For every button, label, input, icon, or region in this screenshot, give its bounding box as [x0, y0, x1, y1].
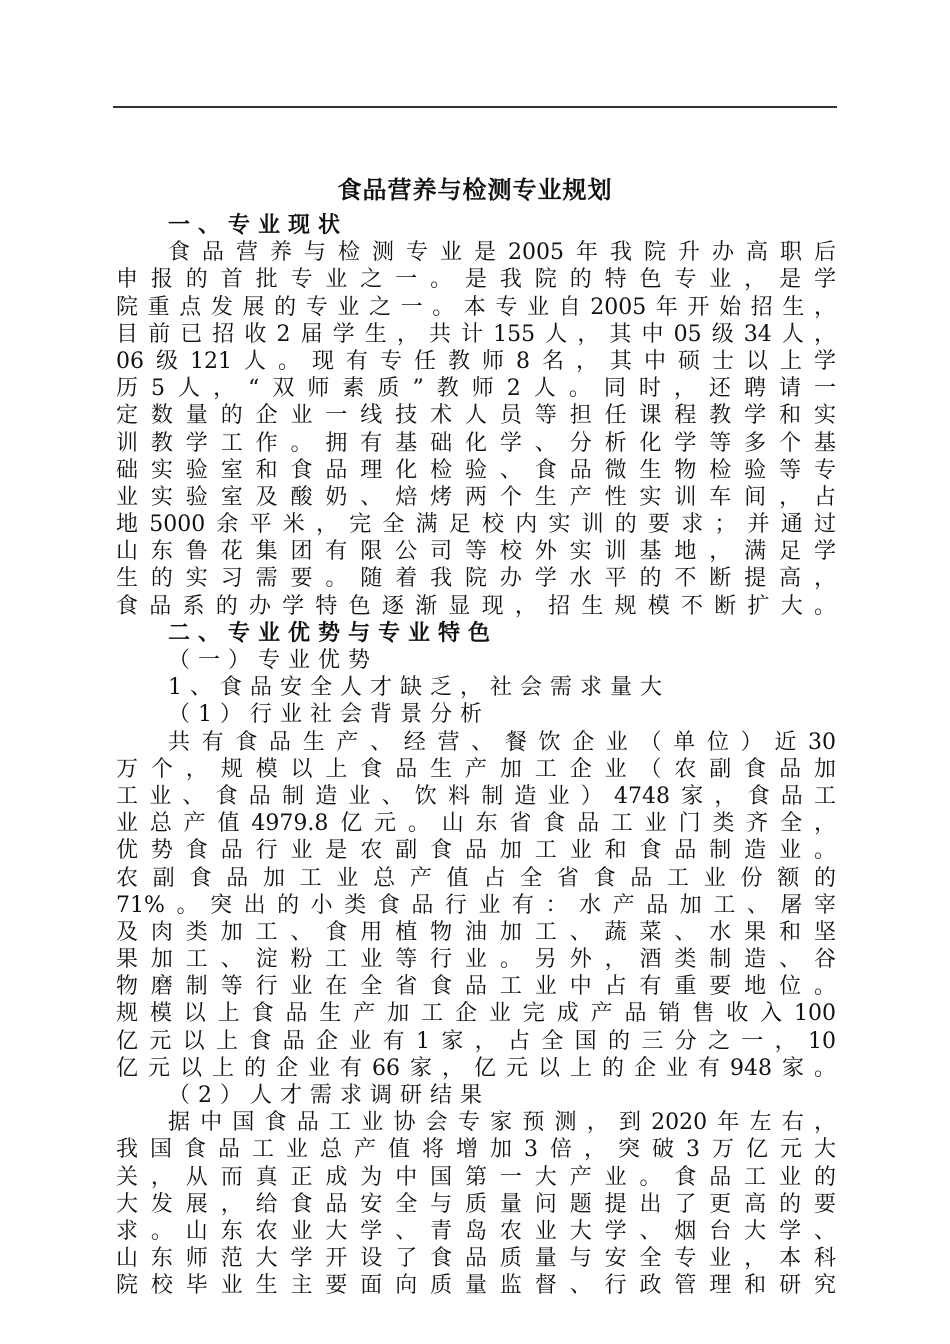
- paragraph-line: 亿元以上的企业有66家，亿元以上的企业有948家。: [116, 1055, 836, 1081]
- paragraph-line: 共有食品生产、经营、餐饮企业（单位）近30: [168, 729, 836, 755]
- paragraph-line: 食品系的办学特色逐渐显现，招生规模不断扩大。: [116, 593, 836, 619]
- paragraph-line: 工业、食品制造业、饮料制造业）4748家，食品工: [116, 783, 836, 809]
- paragraph-line: 历5人，“双师素质”教师2人。同时，还聘请一: [116, 376, 836, 402]
- paragraph-line: 万个，规模以上食品生产加工企业（农副食品加: [116, 756, 836, 782]
- paragraph-line: 关，从而真正成为中国第一大产业。食品工业的: [116, 1164, 836, 1190]
- paragraph-line: 我国食品工业总产值将增加3倍，突破3万亿元大: [116, 1137, 836, 1163]
- paragraph-line: 农副食品加工业总产值占全省食品工业份额的: [116, 865, 836, 891]
- paragraph-line: 训教学工作。拥有基础化学、分析化学等多个基: [116, 430, 836, 456]
- paragraph-line: 院重点发展的专业之一。本专业自2005年开始招生，: [116, 294, 836, 320]
- paragraph-line: 规模以上食品生产加工企业完成产品销售收入100: [116, 1001, 836, 1027]
- subsection-heading: （一）专业优势: [168, 648, 379, 673]
- paragraph-line: 及肉类加工、食用植物油加工、蔬菜、水果和坚: [116, 919, 836, 945]
- paragraph-line: 山东师范大学开设了食品质量与安全专业，本科: [116, 1246, 836, 1272]
- paragraph-line: 业实验室及酸奶、焙烤两个生产性实训车间，占: [116, 484, 836, 510]
- paragraph-line: 大发展，给食品安全与质量问题提出了更高的要: [116, 1191, 836, 1217]
- section-heading: 一、专业现状: [168, 212, 349, 238]
- paragraph-line: 求。山东农业大学、青岛农业大学、烟台大学、: [116, 1218, 836, 1244]
- paragraph-line: 生的实习需要。随着我院办学水平的不断提高，: [116, 566, 836, 592]
- subsection-heading: 1、食品安全人才缺乏，社会需求量大: [168, 675, 670, 701]
- paragraph-line: 业总产值4979.8亿元。山东省食品工业门类齐全，: [116, 811, 836, 837]
- paragraph-line: 目前已招收2届学生，共计155人，其中05级34人，: [116, 321, 836, 347]
- paragraph-line: 物磨制等行业在全省食品工业中占有重要地位。: [116, 974, 836, 1000]
- paragraph-line: 亿元以上食品企业有1家，占全国的三分之一，10: [116, 1028, 836, 1054]
- paragraph-line: 优势食品行业是农副食品加工业和食品制造业。: [116, 838, 836, 864]
- paragraph-line: 定数量的企业一线技术人员等担任课程教学和实: [116, 403, 836, 429]
- subsection-heading: （1）行业社会背景分析: [168, 702, 490, 728]
- paragraph-line: 地5000余平米，完全满足校内实训的要求；并通过: [116, 512, 836, 538]
- paragraph-line: 础实验室和食品理化检验、食品微生物检验等专: [116, 457, 836, 483]
- subsection-heading: （2）人才需求调研结果: [168, 1083, 490, 1108]
- paragraph-line: 申报的首批专业之一。是我院的特色专业，是学: [116, 267, 836, 293]
- paragraph-line: 山东鲁花集团有限公司等校外实训基地，满足学: [116, 539, 836, 565]
- paragraph-line: 据中国食品工业协会专家预测，到2020年左右，: [168, 1110, 836, 1136]
- section-heading: 二、专业优势与专业特色: [168, 619, 499, 646]
- paragraph-line: 院校毕业生主要面向质量监督、行政管理和研究: [116, 1273, 836, 1299]
- header-rule: [113, 106, 837, 108]
- paragraph-line: 71%。突出的小类食品行业有：水产品加工、屠宰: [116, 892, 836, 918]
- document-body: [116, 212, 836, 1300]
- paragraph-line: 06级121人。现有专任教师8名，其中硕士以上学: [116, 348, 836, 374]
- document-title: 食品营养与检测专业规划: [337, 175, 613, 204]
- paragraph-line: 食品营养与检测专业是2005年我院升办高职后: [168, 240, 836, 266]
- paragraph-line: 果加工、淀粉工业等行业。另外，酒类制造、谷: [116, 947, 836, 973]
